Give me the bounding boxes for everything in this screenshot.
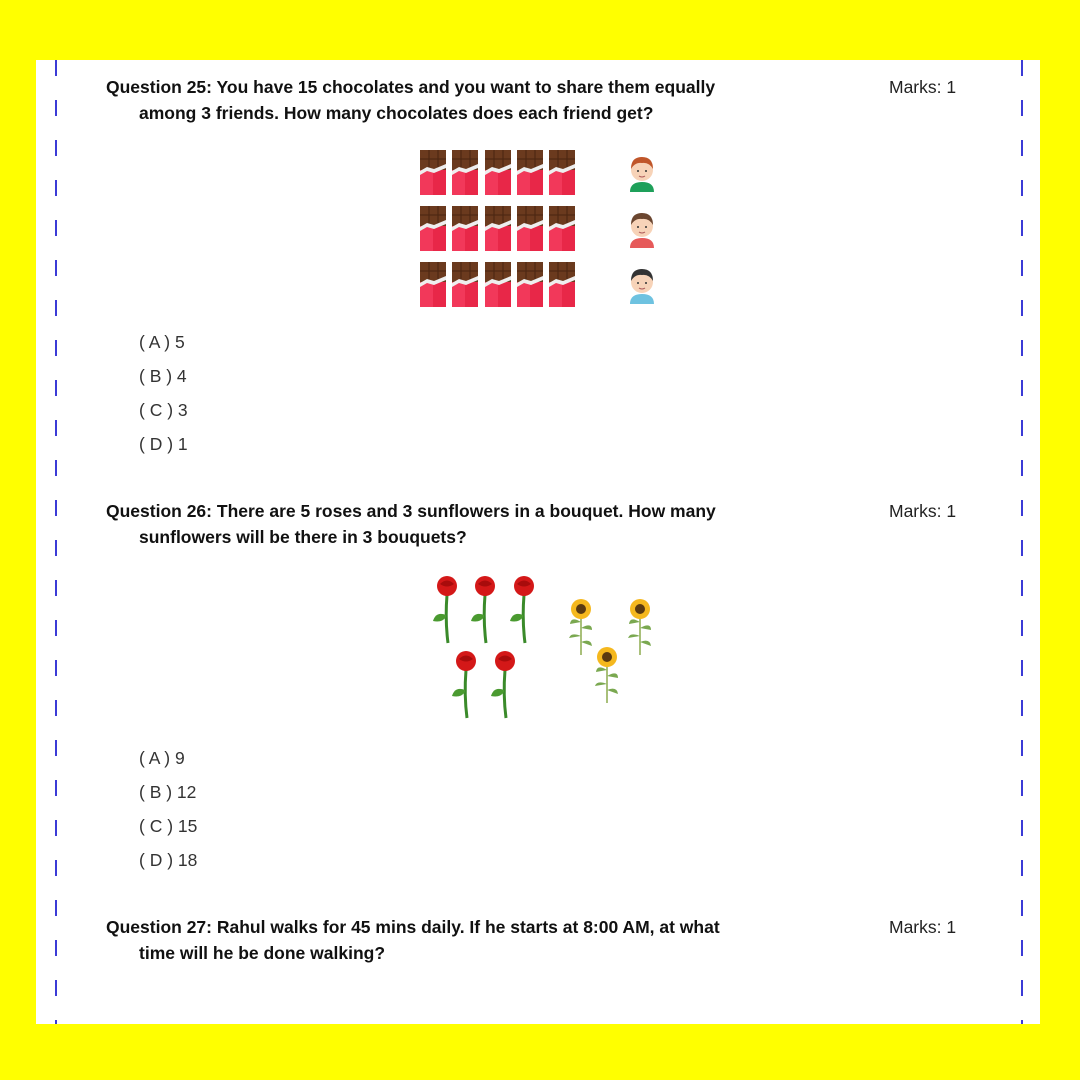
question-number: Question 26: bbox=[106, 501, 212, 521]
question-number: Question 25: bbox=[106, 77, 212, 97]
question-27 bbox=[106, 914, 866, 966]
margin-line-left bbox=[55, 60, 57, 1024]
rose-icon bbox=[509, 575, 539, 650]
chocolate-bar-icon bbox=[484, 261, 512, 313]
chocolate-bar-icon bbox=[484, 149, 512, 201]
option-d[interactable]: ( D ) 1 bbox=[139, 434, 188, 454]
friend-face-icon bbox=[625, 152, 659, 197]
question-text: There are 5 roses and 3 sunflowers in a bouquet. How many bbox=[216, 501, 716, 521]
chocolate-bar-icon bbox=[548, 261, 576, 313]
chocolate-bar-icon bbox=[419, 261, 447, 313]
chocolate-bar-icon bbox=[451, 149, 479, 201]
sunflower-icon bbox=[592, 646, 622, 709]
marks-label: Marks: 1 bbox=[889, 917, 957, 937]
rose-icon bbox=[470, 575, 500, 650]
sunflower-icon bbox=[625, 598, 655, 661]
question-25 bbox=[106, 74, 866, 126]
question-text: You have 15 chocolates and you want to share them equally bbox=[216, 77, 716, 97]
question-text-cont: time will he be done walking? bbox=[139, 943, 386, 963]
chocolate-bar-icon bbox=[451, 261, 479, 313]
marks-label: Marks: 1 bbox=[889, 77, 957, 97]
rose-icon bbox=[490, 650, 520, 725]
margin-line-right bbox=[1021, 60, 1023, 1024]
chocolate-bar-icon bbox=[484, 205, 512, 257]
question-26 bbox=[106, 498, 866, 550]
chocolate-bar-icon bbox=[548, 205, 576, 257]
friend-face-icon bbox=[625, 208, 659, 253]
chocolate-bar-icon bbox=[548, 149, 576, 201]
question-text: Rahul walks for 45 mins daily. If he starts at 8:00 AM, at what bbox=[216, 917, 720, 937]
chocolate-bar-icon bbox=[451, 205, 479, 257]
marks-label: Marks: 1 bbox=[889, 501, 957, 521]
chocolate-bar-icon bbox=[516, 205, 544, 257]
option-c[interactable]: ( C ) 15 bbox=[139, 816, 198, 836]
option-a[interactable]: ( A ) 5 bbox=[139, 332, 185, 352]
question-number: Question 27: bbox=[106, 917, 212, 937]
rose-icon bbox=[451, 650, 481, 725]
friend-face-icon bbox=[625, 264, 659, 309]
chocolate-bar-icon bbox=[516, 261, 544, 313]
chocolate-bar-icon bbox=[516, 149, 544, 201]
option-d[interactable]: ( D ) 18 bbox=[139, 850, 198, 870]
option-b[interactable]: ( B ) 12 bbox=[139, 782, 197, 802]
option-b[interactable]: ( B ) 4 bbox=[139, 366, 187, 386]
chocolate-bar-icon bbox=[419, 149, 447, 201]
option-a[interactable]: ( A ) 9 bbox=[139, 748, 185, 768]
question-text-cont: sunflowers will be there in 3 bouquets? bbox=[139, 527, 467, 547]
rose-icon bbox=[432, 575, 462, 650]
chocolate-bar-icon bbox=[419, 205, 447, 257]
worksheet-page bbox=[36, 60, 1040, 1024]
option-c[interactable]: ( C ) 3 bbox=[139, 400, 188, 420]
question-text-cont: among 3 friends. How many chocolates does each friend get? bbox=[139, 103, 654, 123]
